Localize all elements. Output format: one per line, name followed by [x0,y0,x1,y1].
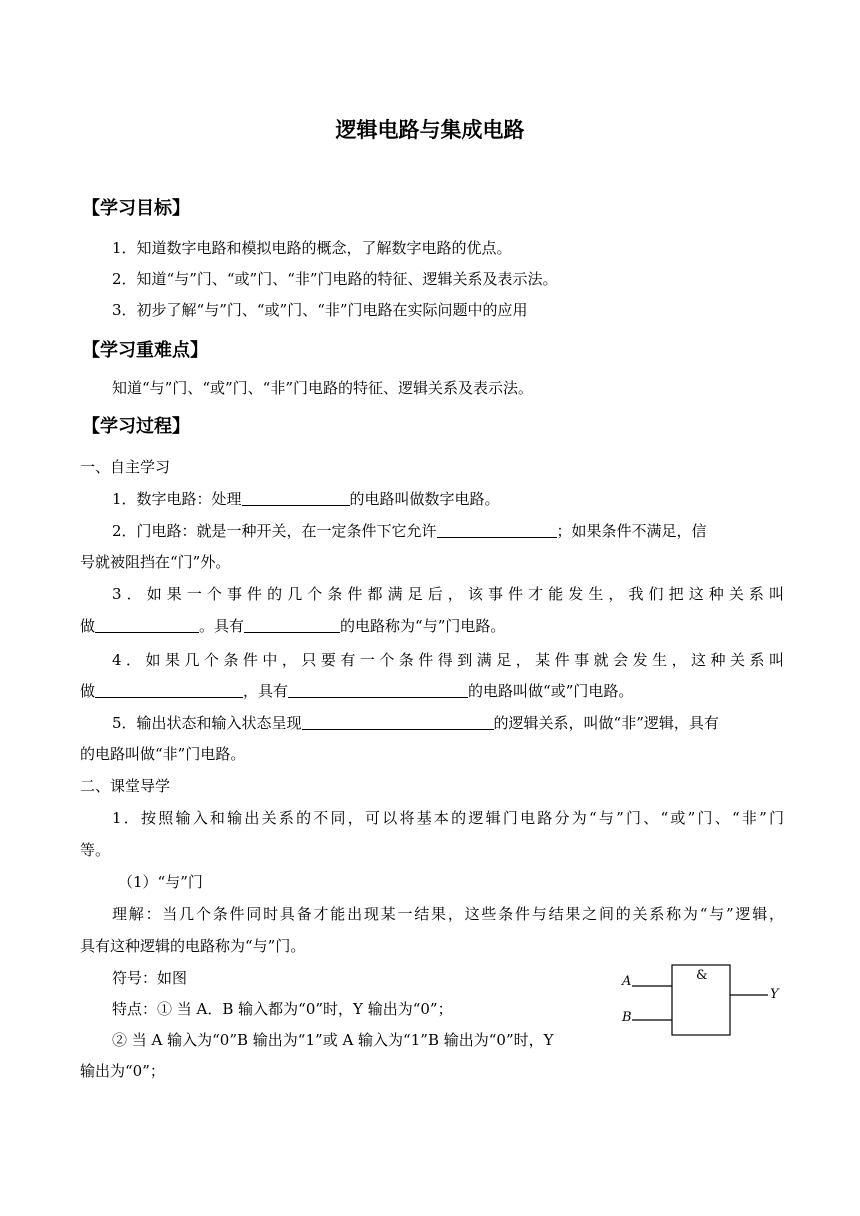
fill-blank [95,682,243,698]
gate-input-b-label: B [622,1010,632,1025]
question-5-text-a: 5．输出状态和输入状态呈现 [112,714,302,732]
question-2-text-b: ；如果条件不满足，信 [556,522,707,540]
question-3-line-1: 3．如果一个事件的几个条件都满足后，该事件才能发生，我们把这种关系叫 [112,585,784,603]
question-3-text-a: 做 [80,617,96,635]
section-self-study-title: 一、自主学习 [80,458,171,476]
question-4-line-2 [80,681,784,701]
question-1 [112,489,784,509]
heading-learning-goals: 【学习目标】 [82,198,190,219]
fill-blank [302,714,494,730]
understanding-line-1: 理解：当几个条件同时具备才能出现某一结果，这些条件与结果之间的关系称为“与”逻辑， [112,905,784,923]
question-4-text-a: 做 [80,682,96,700]
feature-2-continued: 输出为“0”； [80,1062,165,1080]
question-1-text-b: 的电路叫做数字电路。 [349,490,500,508]
question-5-text-b: 的逻辑关系，叫做“非”逻辑，具有 [493,714,719,732]
paragraph-1-line-1: 1．按照输入和输出关系的不同，可以将基本的逻辑门电路分为“与”门、“或”门、“非”门 [112,809,784,827]
question-5-line-1 [112,713,784,733]
gate-output-y-label: Y [770,987,779,1002]
fill-blank [288,682,468,698]
question-1-text-a: 1．数字电路：处理 [112,490,242,508]
question-4-text-c: 的电路叫做“或”门电路。 [468,682,634,700]
goal-item-2: 2．知道“与”门、“或”门、“非”门电路的特征、逻辑关系及表示法。 [112,270,558,288]
gate-symbol: & [696,968,708,983]
question-2-text-a: 2．门电路：就是一种开关，在一定条件下它允许 [112,522,437,540]
fill-blank [95,617,199,633]
paragraph-1-line-2: 等。 [80,841,111,859]
fill-blank [242,490,350,506]
understanding-line-2: 具有这种逻辑的电路称为“与”门。 [80,937,306,955]
question-3-text-c: 的电路称为“与”门电路。 [340,617,506,635]
feature-2: ② 当 A 输入为“0”B 输出为“1”或 A 输入为“1”B 输出为“0”时，Y [112,1031,554,1049]
key-point-text: 知道“与”门、“或”门、“非”门电路的特征、逻辑关系及表示法。 [112,379,534,397]
gate-input-a-label: A [622,974,632,989]
document-title: 逻辑电路与集成电路 [335,118,525,142]
question-3-line-2 [80,616,784,636]
and-gate-diagram [618,960,788,1040]
symbol-label: 符号：如图 [112,969,188,987]
question-5-line-2: 的电路叫做“非”门电路。 [80,745,246,763]
heading-key-points: 【学习重难点】 [82,340,208,361]
heading-learning-process: 【学习过程】 [82,416,190,437]
question-4-text-b: ，具有 [243,682,289,700]
subheading-and-gate: （1）“与”门 [118,873,203,891]
question-2-line-1 [112,521,784,541]
question-4-line-1: 4．如果几个条件中，只要有一个条件得到满足，某件事就会发生，这种关系叫 [112,651,784,669]
question-2-line-2: 号就被阻挡在“门”外。 [80,553,231,571]
goal-item-3: 3．初步了解“与”门、“或”门、“非”门电路在实际问题中的应用 [112,301,528,319]
question-3-text-b: 。具有 [199,617,245,635]
feature-1: 特点：① 当 A．B 输入都为“0”时，Y 输出为“0”； [112,1000,453,1018]
fill-blank [244,617,340,633]
section-class-guide-title: 二、课堂导学 [80,777,171,795]
goal-item-1: 1．知道数字电路和模拟电路的概念，了解数字电路的优点。 [112,239,512,257]
fill-blank [437,522,557,538]
